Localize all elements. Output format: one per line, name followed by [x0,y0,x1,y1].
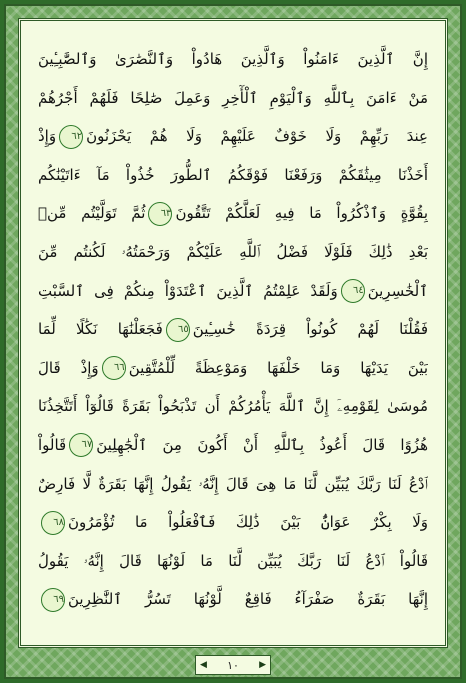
verse-line [38,79,428,118]
verse-line [38,272,428,311]
verse-text: بَيْنَ يَدَيْهَا وَمَا خَلْفَهَا وَمَوْعِظَةً لِّلْمُتَّقِينَ [128,358,428,377]
quran-text [24,26,442,642]
verse-text: هُزُوًا قَالَ أَعُوذُ بِٱللَّهِ أَنْ أَكُونَ مِنَ ٱلْجَٰهِلِينَ [96,435,428,454]
verse-text: إِنَّهَا بَقَرَةٌ صَفْرَآءُ فَاقِعٌ لَّوْنُهَا تَسُرُّ ٱلنَّٰظِرِينَ [68,590,428,609]
verse-text: قَالُواْ [38,435,67,454]
verse-text: ثُمَّ تَوَلَّيْتُم مِّنۢ [38,204,146,223]
verse-text: وَلَقَدْ عَلِمْتُمُ ٱلَّذِينَ ٱعْتَدَوْاْ مِنكُمْ فِى ٱلسَّبْتِ [38,281,338,300]
verse-line [38,117,428,156]
verse-text: مَنْ ءَامَنَ بِٱللَّهِ وَٱلْيَوْمِ ٱلْأٓخِرِ وَعَمِلَ صَٰلِحًا فَلَهُمْ أَجْرُهُمْ [38,88,428,107]
ayah-number-marker: ٦٩ [41,588,65,612]
verse-line [38,580,428,619]
ayah-number-marker: ٦٥ [166,318,190,342]
ayah-number-marker: ٦٤ [341,279,365,303]
verse-line [38,310,428,349]
ayah-number-marker: ٦٦ [102,356,126,380]
ayah-number-marker: ٦٣ [148,202,172,226]
verse-line [38,542,428,581]
verse-text: إِنَّ ٱلَّذِينَ ءَامَنُواْ وَٱلَّذِينَ هَادُواْ وَٱلنَّصَٰرَىٰ وَٱلصَّٰبِـِٔينَ [38,50,428,68]
verse-text: قَالُواْ ٱدْعُ لَنَا رَبَّكَ يُبَيِّن لَّنَا مَا لَوْنُهَا قَالَ إِنَّهُۥ يَقُولُ [38,551,428,570]
verse-text: فَقُلْنَا لَهُمْ كُونُواْ قِرَدَةً خَٰسِـِٔينَ [192,320,428,339]
ayah-number-marker: ٦٢ [59,125,83,149]
verse-line [38,194,428,233]
ayah-number-marker: ٦٧ [69,433,93,457]
verse-line [38,465,428,504]
verse-line [38,233,428,272]
verse-text: بِقُوَّةٍ وَٱذْكُرُواْ مَا فِيهِ لَعَلَّكُمْ تَتَّقُونَ [175,204,428,223]
verse-line [38,156,428,195]
verse-text: وَإِذْ [38,127,57,146]
verse-text: أَخَذْنَا مِيثَٰقَكُمْ وَرَفَعْنَا فَوْقَكُمُ ٱلطُّورَ خُذُواْ مَآ ءَاتَيْنَٰكُم [38,165,428,184]
ayah-number-marker: ٦٨ [41,511,65,535]
next-page-arrow-icon[interactable]: ▶ [259,660,266,670]
verse-text: عِندَ رَبِّهِمْ وَلَا خَوْفٌ عَلَيْهِمْ وَلَا هُمْ يَحْزَنُونَ [86,127,428,146]
verse-text: ٱلْخَٰسِرِينَ [367,281,428,300]
verse-line [38,426,428,465]
verse-line [38,387,428,426]
previous-page-arrow-icon[interactable]: ◀ [200,660,207,670]
page-number: ١٠ [227,658,239,672]
verse-text: وَإِذْ قَالَ [38,358,99,377]
verse-text: مُوسَىٰ لِقَوْمِهِۦٓ إِنَّ ٱللَّهَ يَأْمُرُكُمْ أَن تَذْبَحُواْ بَقَرَةً قَالُوٓاْ أَتَتَّخِذُنَا [38,397,428,416]
verse-line [38,40,428,79]
verse-line [38,503,428,542]
verse-line [38,349,428,388]
verse-text: بَعْدِ ذَٰلِكَ فَلَوْلَا فَضْلُ ٱللَّهِ عَلَيْكُمْ وَرَحْمَتُهُۥ لَكُنتُم مِّنَ [38,242,428,261]
verse-text: فَجَعَلْنَٰهَا نَكَٰلًا لِّمَا [38,320,163,339]
page-footer [195,655,271,675]
verse-text: ٱدْعُ لَنَا رَبَّكَ يُبَيِّن لَّنَا مَا هِىَ قَالَ إِنَّهُۥ يَقُولُ إِنَّهَا بَقَرَةٌ لَّا فَارِضٌ [38,474,428,493]
verse-text: وَلَا بِكْرٌ عَوَانٌۢ بَيْنَ ذَٰلِكَ فَٱفْعَلُواْ مَا تُؤْمَرُونَ [68,513,428,532]
